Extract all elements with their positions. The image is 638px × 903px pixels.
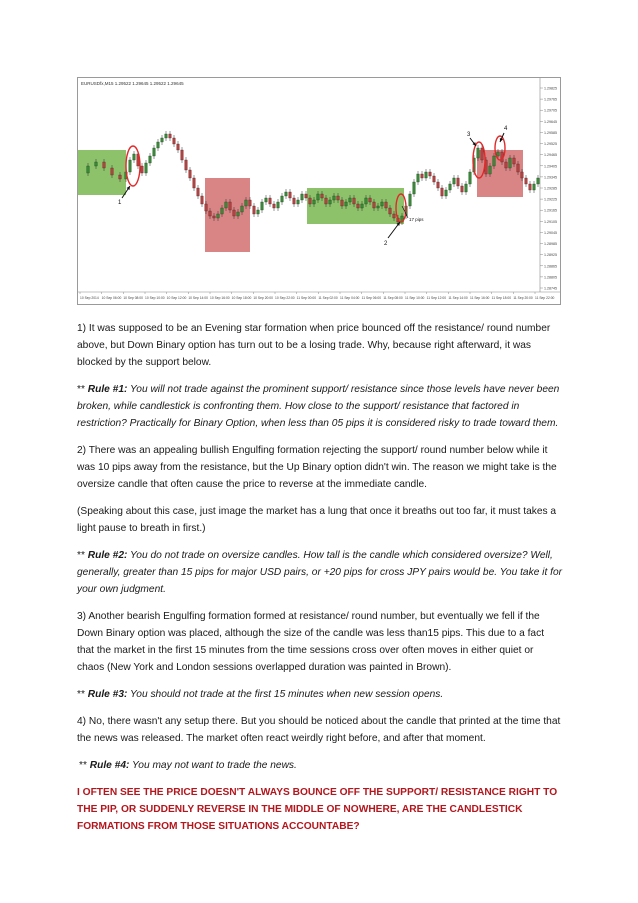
y-tick-label: 1.28805 (544, 275, 557, 280)
y-tick-label: 1.29045 (544, 230, 557, 235)
y-tick-label: 1.29585 (544, 130, 557, 135)
candle-body (149, 156, 152, 163)
candle-body (241, 206, 244, 212)
rule-4-text: You may not want to trade the news. (129, 760, 297, 771)
y-tick-label: 1.29345 (544, 175, 557, 180)
x-tick-label: 10 Sep 14:00 (188, 296, 208, 300)
candle-body (457, 178, 460, 186)
candle-body (461, 186, 464, 192)
annotation-4: 4 (504, 126, 508, 132)
x-tick-label: 10 Sep 2014 (80, 296, 99, 300)
candle-body (145, 163, 148, 173)
candle-body (361, 204, 364, 208)
candle-body (209, 211, 212, 216)
candle-body (269, 198, 272, 204)
x-tick-label: 10 Sep 10:00 (145, 296, 165, 300)
candle-body (87, 166, 90, 173)
pips-label: 17 pips (409, 217, 424, 222)
candle-body (373, 202, 376, 208)
candle-body (445, 190, 448, 196)
candle-body (377, 206, 380, 208)
candle-body (201, 196, 204, 204)
candle-body (321, 194, 324, 198)
candle-body (381, 202, 384, 206)
y-tick-label: 1.29225 (544, 197, 557, 202)
candle-body (111, 168, 114, 175)
candle-body (213, 216, 216, 218)
x-tick-label: 11 Sep 20:00 (513, 296, 533, 300)
candle-body (253, 206, 256, 214)
candle-body (233, 210, 236, 216)
y-tick-label: 1.29285 (544, 186, 557, 191)
candle-body (273, 204, 276, 208)
candle-body (185, 160, 188, 170)
candle-body (337, 196, 340, 200)
rule-3-prefix: ** (77, 689, 88, 700)
y-tick-label: 1.29645 (544, 119, 557, 124)
candle-body (493, 156, 496, 166)
candle-body (437, 182, 440, 188)
candle-body (341, 200, 344, 206)
candle-body (161, 138, 164, 142)
candle-body (417, 174, 420, 182)
price-chart (77, 77, 561, 305)
x-tick-label: 10 Sep 22:00 (275, 296, 295, 300)
y-tick-label: 1.29525 (544, 142, 557, 147)
candle-body (325, 198, 328, 204)
candle-body (293, 198, 296, 204)
candle-body (285, 192, 288, 196)
candle-body (277, 202, 280, 208)
candle-body (409, 194, 412, 206)
x-tick-label: 10 Sep 18:00 (231, 296, 252, 300)
candle-body (349, 198, 352, 202)
candle-body (221, 208, 224, 214)
candle-body (225, 202, 228, 208)
x-tick-label: 10 Sep 16:00 (210, 296, 230, 300)
candle-body (257, 210, 260, 214)
x-tick-label: 11 Sep 18:00 (491, 296, 512, 300)
candle-body (197, 188, 200, 196)
candle-body (533, 184, 536, 190)
candle-body (513, 158, 516, 164)
paragraph-4: 4) No, there wasn't any setup there. But you should be noticed about the candle that printed at the time that the news was released. The market often react weirdly right before, and after that moment. (77, 716, 561, 744)
candle-body (529, 184, 532, 190)
rule-3-label: Rule #3: (87, 689, 128, 700)
candle-body (413, 182, 416, 194)
article-body (77, 320, 563, 845)
rule-4 (77, 757, 563, 774)
candle-body (173, 138, 176, 144)
candle-body (281, 196, 284, 202)
annotation-2: 2 (384, 241, 388, 247)
candle-body (157, 142, 160, 148)
candlestick-chart-svg (78, 78, 560, 304)
candle-body (205, 204, 208, 211)
candle-body (141, 166, 144, 173)
candle-body (245, 200, 248, 206)
rule-4-prefix: ** (79, 760, 90, 771)
rule-4-label: Rule #4: (89, 760, 130, 771)
x-tick-label: 11 Sep 08:00 (383, 296, 403, 300)
rule-3 (77, 686, 563, 703)
candle-body (497, 152, 500, 156)
chart-header: EURUSDfx,M15 1.29522 1.29645 1.29522 1.29645 (81, 81, 184, 86)
paragraph-1: 1) It was supposed to be an Evening star formation when price bounced off the resistance/ round number above, but Down Binary option has turn out to be a losing trade. Why, because right afterward, it was blocked by the support below. (77, 323, 551, 368)
candle-body (301, 194, 304, 200)
resistance-zone-2 (477, 150, 523, 197)
candle-body (169, 134, 172, 138)
y-tick-label: 1.28925 (544, 253, 557, 258)
candle-body (189, 170, 192, 178)
candle-body (465, 184, 468, 192)
rule-1 (77, 381, 563, 432)
candle-body (505, 162, 508, 168)
candle-body (477, 148, 480, 158)
candle-body (481, 148, 484, 160)
y-tick-label: 1.29825 (544, 86, 557, 91)
x-tick-label: 11 Sep 06:00 (361, 296, 382, 300)
candle-body (333, 196, 336, 200)
candle-body (217, 214, 220, 218)
candle-body (297, 200, 300, 204)
candle-body (521, 172, 524, 178)
candle-body (103, 162, 106, 168)
x-tick-label: 11 Sep 02:00 (318, 296, 338, 300)
y-tick-label: 1.28745 (544, 286, 557, 291)
rule-3-text: You should not trade at the first 15 minutes when new session opens. (127, 689, 444, 700)
resistance-zone-1 (205, 178, 250, 252)
candle-body (305, 194, 308, 198)
annotation-3: 3 (467, 132, 471, 138)
x-tick-label: 10 Sep 12:00 (166, 296, 187, 300)
paragraph-3: 3) Another bearish Engulfing formation formed at resistance/ round number, but eventually we fell if the Down Binary option was placed, although the size of the candle was less than15 pips. This due to a fact that the market in the first 15 minutes from the time sessions cross over often moves in either quiet or chaos (New York and London sessions overlapped duration was painted in Brown). (77, 611, 545, 673)
candle-body (237, 212, 240, 216)
paragraph-2b: (Speaking about this case, just image the market has a lung that once it breaths out too far, it must takes a light pause to breath in first.) (77, 506, 557, 534)
candle-body (425, 172, 428, 178)
y-tick-label: 1.28865 (544, 264, 557, 269)
candle-body (365, 198, 368, 204)
candle-body (229, 202, 232, 210)
candle-body (369, 198, 372, 202)
candle-body (165, 134, 168, 138)
y-tick-label: 1.29465 (544, 153, 557, 158)
candle-body (265, 198, 268, 202)
candle-body (517, 164, 520, 172)
candle-body (509, 158, 512, 168)
candle-body (433, 176, 436, 182)
candle-body (153, 148, 156, 156)
candle-body (537, 178, 540, 184)
candle-body (353, 198, 356, 204)
candle-body (489, 166, 492, 174)
rule-1-label: Rule #1: (87, 384, 128, 395)
candle-body (317, 194, 320, 200)
x-tick-label: 11 Sep 04:00 (340, 296, 360, 300)
y-tick-label: 1.29105 (544, 219, 557, 224)
candle-body (181, 150, 184, 160)
candle-body (309, 198, 312, 204)
candle-body (453, 178, 456, 184)
candle-body (345, 202, 348, 206)
candle-body (393, 214, 396, 218)
candle-body (177, 144, 180, 150)
rule-2-label: Rule #2: (87, 550, 128, 561)
section-heading: I OFTEN SEE THE PRICE DOESN'T ALWAYS BOUNCE OFF THE SUPPORT/ RESISTANCE RIGHT TO THE PIP, OR SUDDENLY REVERSE IN THE MIDDLE OF NOWHERE, ARE THE CANDLESTICK FORMATIONS FROM THOSE SITUATIONS ACCOUNTABE? (77, 787, 558, 832)
candle-body (441, 188, 444, 196)
annotation-1: 1 (118, 200, 122, 206)
candle-body (329, 200, 332, 204)
x-tick-label: 10 Sep 20:00 (253, 296, 273, 300)
candle-body (193, 178, 196, 188)
candle-body (429, 172, 432, 176)
rule-2-prefix: ** (77, 550, 88, 561)
rule-1-prefix: ** (77, 384, 88, 395)
y-tick-label: 1.29765 (544, 97, 557, 102)
candle-body (357, 204, 360, 208)
x-tick-label: 11 Sep 10:00 (405, 296, 425, 300)
x-tick-label: 10 Sep 08:00 (123, 296, 143, 300)
support-zone-1 (78, 150, 126, 195)
candle-body (261, 202, 264, 210)
x-tick-label: 11 Sep 16:00 (470, 296, 490, 300)
candle-body (313, 200, 316, 204)
candle-body (119, 175, 122, 179)
candle-body (525, 178, 528, 184)
y-tick-label: 1.28985 (544, 242, 557, 247)
x-tick-label: 11 Sep 00:00 (296, 296, 317, 300)
y-tick-label: 1.29165 (544, 208, 557, 213)
candle-body (421, 174, 424, 178)
rule-2 (77, 547, 563, 598)
candle-body (133, 154, 136, 160)
support-zone-2 (307, 188, 404, 224)
y-tick-label: 1.29405 (544, 164, 557, 169)
candle-body (449, 184, 452, 190)
candle-body (249, 200, 252, 206)
candle-body (129, 160, 132, 172)
candle-body (389, 208, 392, 214)
paragraph-2: 2) There was an appealing bullish Engulfing formation rejecting the support/ round number below while it was 10 pips away from the resistance, but the Up Binary option didn't win. The reason we might take is the oversize candle that often cause the price to reverse at the immediate candle. (77, 445, 557, 490)
x-tick-label: 11 Sep 14:00 (448, 296, 468, 300)
rule-1-text: You will not trade against the prominent support/ resistance since those levels have never been broken, while candlestick is confronting them. How close to the support/ resistance that factored in restriction? Practically for Binary Option, when less than 05 pips it is considered risky to trade toward them. (77, 384, 560, 429)
candle-body (469, 172, 472, 184)
x-tick-label: 10 Sep 06:00 (101, 296, 122, 300)
candle-body (385, 202, 388, 208)
candle-body (289, 192, 292, 198)
y-tick-label: 1.29705 (544, 108, 557, 113)
x-tick-label: 11 Sep 12:00 (426, 296, 447, 300)
x-tick-label: 11 Sep 22:00 (535, 296, 555, 300)
rule-2-text: You do not trade on oversize candles. How tall is the candle which considered oversize? Well, generally, greater than 15 pips for major USD pairs, or +20 pips for cross JPY pairs would be. You take it for your own judgment. (77, 550, 562, 595)
candle-body (95, 162, 98, 166)
